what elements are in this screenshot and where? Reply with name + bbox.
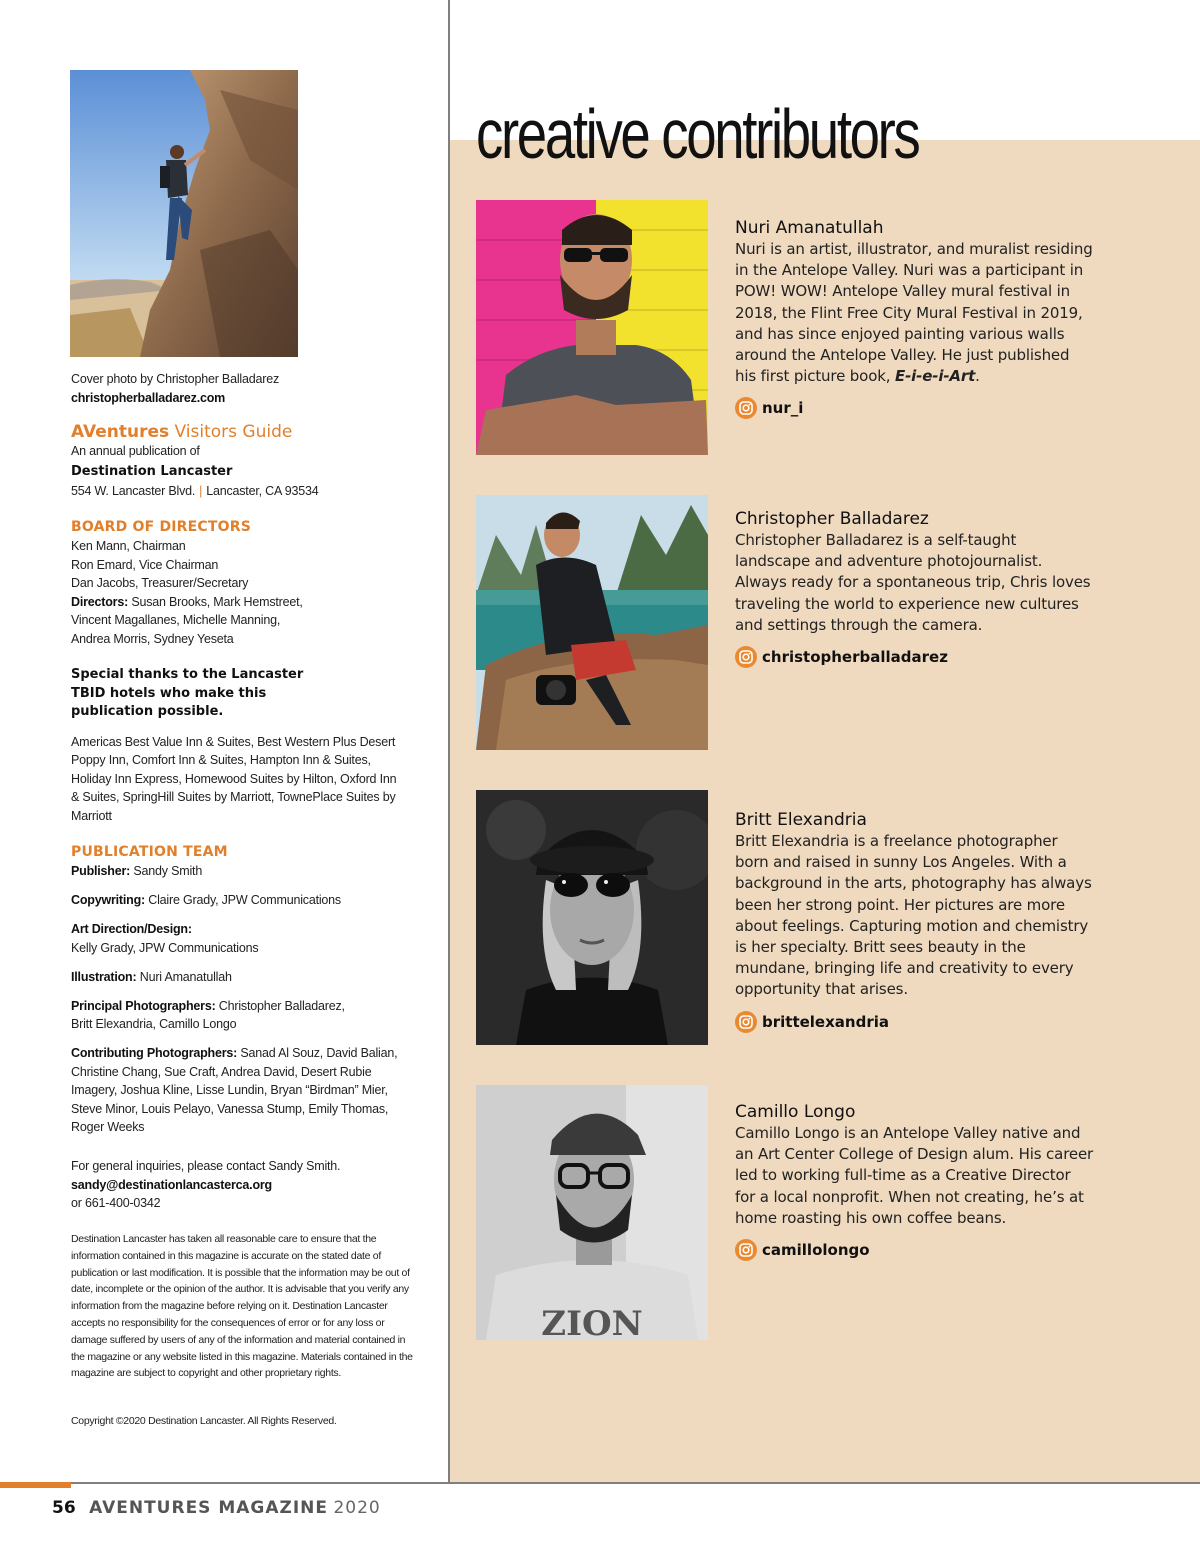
guide-title: AVentures Visitors Guide [71, 422, 293, 442]
instagram-handle[interactable]: nur_i [735, 397, 1095, 419]
contributor-name: Camillo Longo [735, 1102, 856, 1122]
cover-photo [70, 70, 298, 357]
contributor-camillo [735, 1101, 1095, 1261]
britt-photo [476, 790, 708, 1045]
contributor-christopher [735, 508, 1095, 668]
publication-address: 554 W. Lancaster Blvd. | Lancaster, CA 93534 [71, 483, 319, 498]
page-title: creative contributors [476, 95, 919, 173]
magazine-year: 2020 [333, 1498, 381, 1518]
shirt-text: ZION [541, 1304, 643, 1340]
team-entry: Principal Photographers: Christopher Balladarez, Britt Elexandria, Camillo Longo [71, 998, 345, 1032]
team-heading: PUBLICATION TEAM [71, 844, 228, 860]
board-of-directors [71, 518, 431, 649]
publication-team [71, 843, 431, 1147]
footer-rule [0, 1482, 1200, 1484]
contributor-name: Britt Elexandria [735, 810, 867, 830]
disclaimer: Destination Lancaster has taken all reasonable care to ensure that the information contained in this magazine is accurate on the stated date of publication or last modification. It is possible that the information may be out of date, incomplete or the opinion of the author. It is advisable that you verify any information from the magazine before relying on it. Destination Lancaster accepts no responsibility for the consequences of error or for any loss or damage suffered by users of any of the information and material contained in the magazine or any website listed in this magazine. Materials contained in the magazine are subject to copyright and other proprietary rights. [71, 1233, 413, 1380]
team-entry: Contributing Photographers: Sanad Al Souz, David Balian, Christine Chang, Sue Craft, Andrea David, Desert Rubie Imagery, Joshua Kline, Lisse Lundin, Bryan “Birdman” Mier, Steve Minor, Louis Pelayo, Vanessa Stump, Emily Thomas, Roger Weeks [71, 1046, 398, 1135]
contributor-bio: Camillo Longo is an Antelope Valley native and an Art Center College of Design alum. His career led to working full-time as a Creative Director for a local nonprofit. When not creating, he’s at home roasting his own coffee beans. [735, 1124, 1094, 1227]
instagram-icon [735, 1239, 757, 1261]
instagram-handle[interactable]: camillolongo [735, 1239, 1095, 1261]
board-member: Ken Mann, Chairman [71, 539, 186, 553]
cover-credit-url[interactable]: christopherballadarez.com [71, 390, 226, 405]
contributor-nuri [735, 217, 1095, 419]
team-entry: Publisher: Sandy Smith [71, 864, 203, 878]
contact-phone: or 661-400-0342 [71, 1196, 161, 1211]
instagram-icon [735, 397, 757, 419]
instagram-icon [735, 1011, 757, 1033]
team-entry: Art Direction/Design: Kelly Grady, JPW Communications [71, 921, 259, 955]
hotels-list: Americas Best Value Inn & Suites, Best Western Plus Desert Poppy Inn, Comfort Inn & Suites, Hampton Inn & Suites, Holiday Inn Express, Homewood Suites by Hilton, Oxford Inn & Suites, SpringHill Suites by Marriott, TownePlace Suites by Marriott [71, 734, 397, 823]
publication-org: Destination Lancaster [71, 463, 233, 479]
instagram-icon [735, 646, 757, 668]
instagram-handle[interactable]: christopherballadarez [735, 646, 1095, 668]
thanks-heading: Special thanks to the Lancaster TBID hotels who make this publication possible. [71, 667, 304, 719]
page-number: 56 [52, 1498, 76, 1518]
board-heading: BOARD OF DIRECTORS [71, 519, 252, 535]
contributor-bio: Nuri is an artist, illustrator, and muralist residing in the Antelope Valley. Nuri was a participant in POW! WOW! Antelope Valley mural festival in 2018, the Flint Free City Mural Festival in 2019, and has since enjoyed painting various walls around the Antelope Valley. He just published his first picture book, E-i-e-i-Art. [735, 240, 1093, 386]
board-member: Ron Emard, Vice Chairman [71, 557, 219, 572]
page-footer [52, 1498, 381, 1518]
contributor-britt [735, 809, 1095, 1033]
contributor-name: Nuri Amanatullah [735, 218, 884, 238]
copyright: Copyright ©2020 Destination Lancaster. All Rights Reserved. [71, 1415, 337, 1427]
left-column [0, 0, 449, 1482]
contributor-bio: Britt Elexandria is a freelance photographer born and raised in sunny Los Angeles. With a background in the arts, photography has always been her strong point. Her pictures are more about feelings. Capturing motion and chemistry is her specialty. Britt sees beauty in the mundane, bringing life and creativity to every opportunity that arises. [735, 832, 1092, 999]
contributor-name: Christopher Balladarez [735, 509, 929, 529]
publication-subtitle: An annual publication of [71, 444, 200, 458]
cover-credit [71, 370, 431, 407]
publication-info [71, 421, 431, 500]
special-thanks [71, 666, 431, 825]
christopher-photo [476, 495, 708, 750]
footer-accent [0, 1482, 71, 1488]
nuri-photo [476, 200, 708, 455]
contact-info [71, 1157, 431, 1213]
magazine-name: AVENTURES MAGAZINE [89, 1498, 329, 1518]
camillo-photo [476, 1085, 708, 1340]
board-member: Dan Jacobs, Treasurer/Secretary [71, 576, 249, 591]
contact-text: For general inquiries, please contact Sandy Smith. [71, 1159, 341, 1173]
cover-credit-text: Cover photo by Christopher Balladarez [71, 372, 279, 386]
contact-email[interactable]: sandy@destinationlancasterca.org [71, 1177, 272, 1192]
contributor-bio: Christopher Balladarez is a self-taught landscape and adventure photojournalist. Always ready for a spontaneous trip, Chris loves traveling the world to experience new cultures and settings through the camera. [735, 531, 1091, 634]
team-entry: Illustration: Nuri Amanatullah [71, 969, 232, 984]
instagram-handle[interactable]: brittelexandria [735, 1011, 1095, 1033]
team-entry: Copywriting: Claire Grady, JPW Communications [71, 892, 341, 907]
board-directors: Directors: Susan Brooks, Mark Hemstreet, Vincent Magallanes, Michelle Manning, Andrea Morris, Sydney Yeseta [71, 594, 303, 646]
